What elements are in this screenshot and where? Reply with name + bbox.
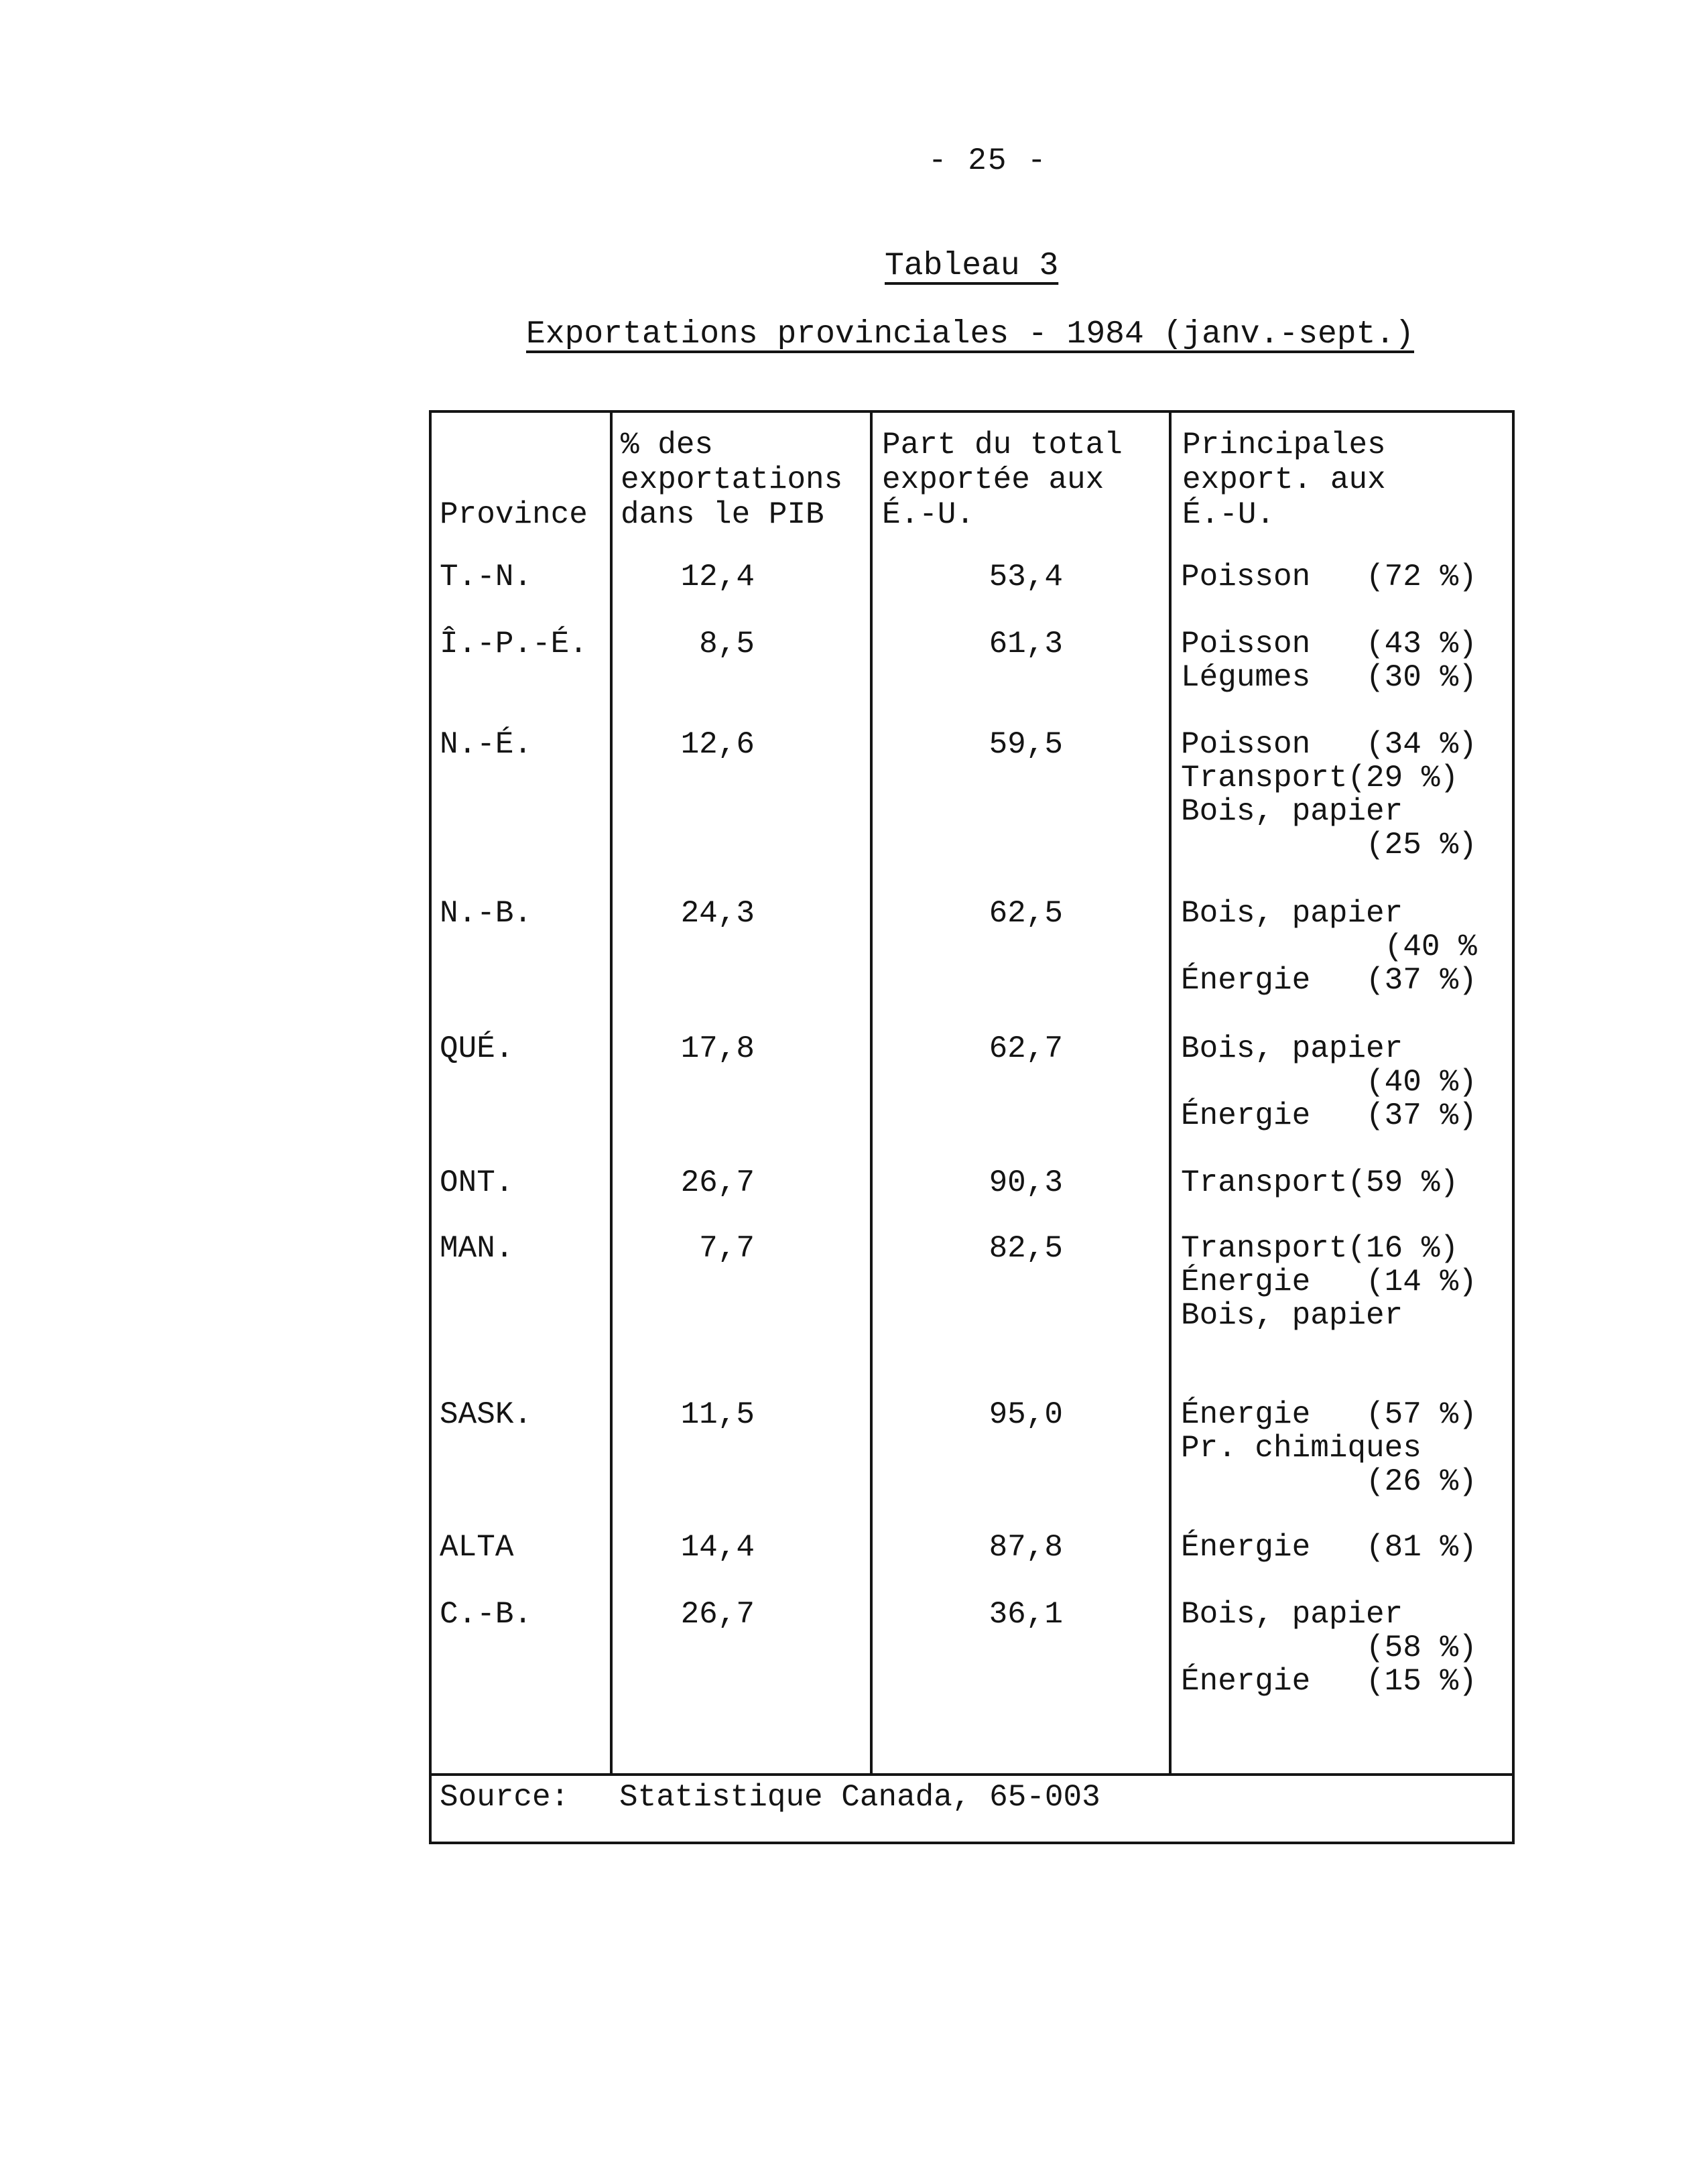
cell-us-share: 53,4: [989, 560, 1063, 594]
cell-province: ONT.: [440, 1165, 514, 1200]
cell-province: Î.-P.-É.: [440, 627, 588, 661]
cell-us-share: 62,7: [989, 1031, 1063, 1066]
cell-pib-share: 24,3: [680, 896, 755, 931]
cell-province: T.-N.: [440, 560, 533, 594]
cell-main-exports: Transport(16 %) Énergie (14 %) Bois, papier: [1181, 1231, 1477, 1333]
cell-pib-share: 8,5: [699, 627, 755, 661]
table-title: Exportations provinciales - 1984 (janv.-sept.): [526, 316, 1415, 352]
cell-main-exports: Énergie (57 %) Pr. chimiques (26 %): [1181, 1397, 1477, 1499]
column-divider-1: [610, 413, 613, 1775]
cell-pib-share: 26,7: [680, 1165, 755, 1200]
column-divider-3: [1169, 413, 1172, 1775]
source-label: Source:: [440, 1780, 570, 1815]
header-us-share: Part du total exportée aux É.-U.: [882, 428, 1123, 532]
cell-us-share: 82,5: [989, 1231, 1063, 1266]
cell-us-share: 61,3: [989, 627, 1063, 661]
source-text: Statistique Canada, 65-003: [619, 1780, 1100, 1815]
cell-province: N.-B.: [440, 896, 533, 931]
cell-us-share: 62,5: [989, 896, 1063, 931]
cell-pib-share: 12,4: [680, 560, 755, 594]
cell-pib-share: 7,7: [699, 1231, 755, 1266]
cell-main-exports: Énergie (81 %): [1181, 1530, 1477, 1565]
header-main-exports: Principales export. aux É.-U.: [1182, 428, 1386, 532]
column-divider-2: [870, 413, 873, 1775]
cell-main-exports: Bois, papier (40 % Énergie (37 %): [1181, 896, 1477, 998]
cell-province: MAN.: [440, 1231, 514, 1266]
cell-us-share: 90,3: [989, 1165, 1063, 1200]
cell-pib-share: 17,8: [680, 1031, 755, 1066]
header-pib-share: % des exportations dans le PIB: [621, 428, 843, 532]
cell-main-exports: Bois, papier (58 %) Énergie (15 %): [1181, 1597, 1477, 1699]
source-divider: [432, 1773, 1512, 1776]
cell-pib-share: 26,7: [680, 1597, 755, 1632]
table-caption: Tableau 3: [885, 248, 1059, 284]
cell-us-share: 95,0: [989, 1397, 1063, 1432]
cell-pib-share: 11,5: [680, 1397, 755, 1432]
cell-main-exports: Bois, papier (40 %) Énergie (37 %): [1181, 1031, 1477, 1133]
cell-province: SASK.: [440, 1397, 533, 1432]
cell-province: C.-B.: [440, 1597, 533, 1632]
cell-us-share: 36,1: [989, 1597, 1063, 1632]
cell-province: QUÉ.: [440, 1031, 514, 1066]
page-number: - 25 -: [928, 143, 1048, 178]
cell-main-exports: Poisson (72 %): [1181, 560, 1477, 594]
cell-province: N.-É.: [440, 727, 533, 762]
cell-main-exports: Poisson (43 %) Légumes (30 %): [1181, 627, 1477, 695]
header-province: Province: [440, 497, 588, 532]
cell-main-exports: Transport(59 %): [1181, 1165, 1459, 1200]
cell-us-share: 59,5: [989, 727, 1063, 762]
cell-main-exports: Poisson (34 %) Transport(29 %) Bois, papier (25 %): [1181, 727, 1477, 862]
cell-pib-share: 14,4: [680, 1530, 755, 1565]
cell-pib-share: 12,6: [680, 727, 755, 762]
cell-province: ALTA: [440, 1530, 514, 1565]
cell-us-share: 87,8: [989, 1530, 1063, 1565]
exports-table: [429, 410, 1515, 1844]
